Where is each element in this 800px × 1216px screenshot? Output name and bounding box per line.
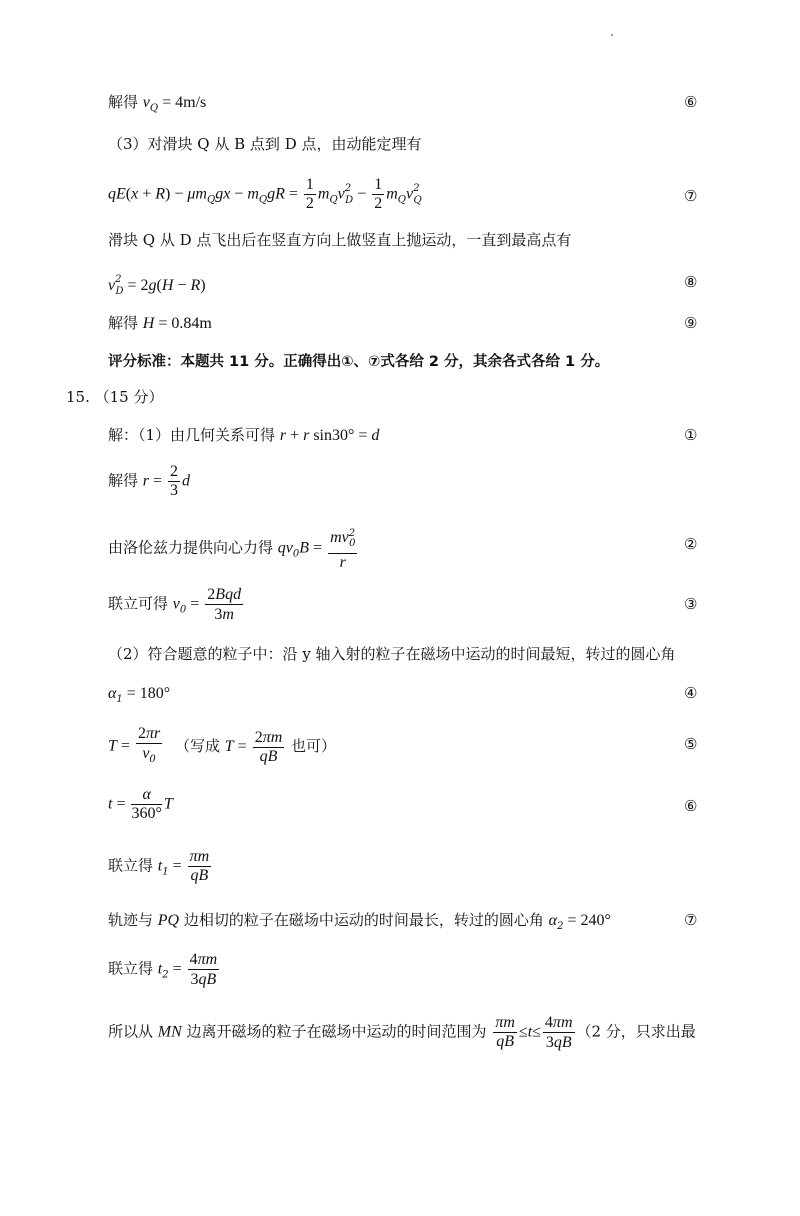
- eq-number: ⑧: [684, 273, 698, 291]
- period-alt-note: （写成 T = $\frac{2\pi m}{qB}$ 也可）: [174, 728, 337, 765]
- scan-dot: [611, 34, 613, 36]
- line-tangent-pq: 轨迹与 PQ 边相切的粒子在磁场中运动的时间最长，转过的圆心角 $\alpha_2 = 240^\circ$: [108, 911, 611, 932]
- line-text: 解得: [108, 93, 143, 111]
- line-text: 解：（1）由几何关系可得: [108, 426, 280, 444]
- line-v0: 联立可得 $v_0$ = $\frac{\text{2Bqd}}{3m}$: [108, 586, 242, 623]
- eq-number: ⑥: [684, 93, 698, 111]
- line-vertical-throw: 滑块 Q 从 D 点飞出后在竖直方向上做竖直上抛运动，一直到最高点有: [108, 231, 572, 249]
- line-t1: 联立得 $t_1$ = $\frac{\pi m}{qB}$: [108, 848, 210, 884]
- line-text: 解得: [108, 471, 143, 490]
- formula-vd: $v^2_D = 2g(H - R)$: [108, 274, 206, 297]
- formula-energy-theorem: $qE(x + R) - \mu m_Qgx - m_QgR$ = $\frac{1}{2}$ $m_Qv^2_D$ − $\frac{1}{2}$ $m_Qv^2_Q$: [108, 176, 422, 212]
- line-vq: 解得 $v_Q = 4m/s$: [108, 93, 207, 114]
- line-text: 联立得: [108, 856, 158, 875]
- eq-number: ②: [684, 535, 698, 553]
- line-part2-intro: （2）符合题意的粒子中：沿 y 轴入射的粒子在磁场中运动的时间最短，转过的圆心角: [108, 645, 676, 663]
- line-r: 解得 r = $\frac{2}{3}$ d: [108, 463, 191, 499]
- eq-number: ①: [684, 426, 698, 444]
- line-text: 联立得: [108, 959, 158, 978]
- eq-number: ③: [684, 595, 698, 613]
- eq-number: ④: [684, 684, 698, 702]
- line-text: 解得: [108, 314, 143, 332]
- scoring-standard: 评分标准：本题共 11 分。正确得出①、⑦式各给 2 分，其余各式各给 1 分。: [108, 354, 610, 370]
- line-h: 解得 H = 0.84m: [108, 314, 212, 332]
- eq-number: ⑦: [684, 187, 698, 205]
- formula-period: T = $\frac{2\pi r}{v_0}$ （写成 T = $\frac{2\pi m}{qB}$ 也可）: [108, 725, 337, 765]
- line-lorentz: 由洛伦兹力提供向心力得 $qv_0B$ = $\frac{mv^2_0}{r}$: [108, 525, 359, 572]
- formula-time: t = $\frac{\alpha}{360^\circ}$ T: [108, 786, 173, 822]
- line-text: 联立可得: [108, 594, 173, 613]
- line-part3-intro: （3）对滑块 Q 从 B 点到 D 点，由动能定理有: [108, 135, 422, 153]
- line-geometry: 解：（1）由几何关系可得 r + r sin30° = d: [108, 426, 380, 444]
- eq-number: ⑦: [684, 911, 698, 929]
- line-tail: （2 分，只求出最: [576, 1022, 696, 1041]
- eq-number: ⑤: [684, 735, 698, 753]
- eq-number: ⑥: [684, 797, 698, 815]
- eq-number: ⑨: [684, 314, 698, 332]
- line-t2: 联立得 $t_2$ = $\frac{4\pi m}{3qB}$: [108, 951, 218, 988]
- line-time-range: 所以从 MN 边离开磁场的粒子在磁场中运动的时间范围为 $\frac{\pi m}{qB}$ ≤t≤ $\frac{4\pi m}{3qB}$ （2 分，只求出最: [108, 1014, 696, 1051]
- line-text: 由洛伦兹力提供向心力得: [108, 538, 278, 557]
- question-15-heading: 15. （15 分）: [66, 388, 164, 406]
- formula-alpha1: $\alpha_1 = 180^\circ$: [108, 685, 171, 705]
